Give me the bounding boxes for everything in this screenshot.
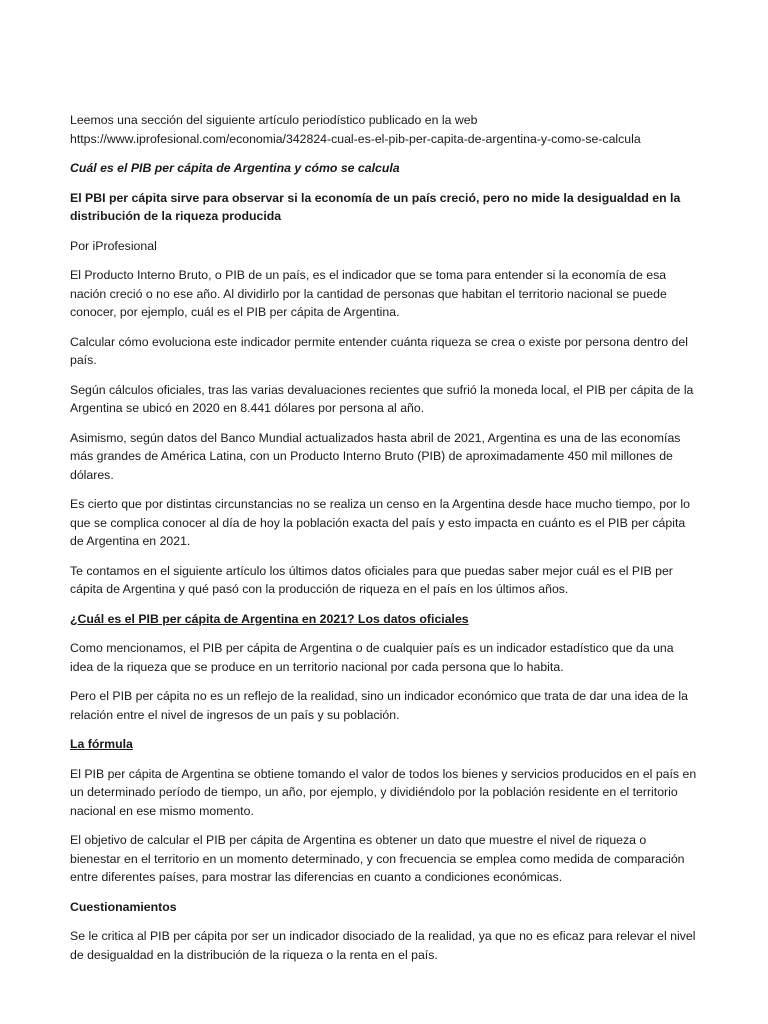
paragraph: Te contamos en el siguiente artículo los últimos datos oficiales para que puedas saber mejor cuál es el PIB per cápita de Argentina y qué pasó con la producción de riqueza en el país en los últimos años. bbox=[70, 563, 673, 596]
section-heading: La fórmula bbox=[70, 737, 133, 751]
paragraph: Asimismo, según datos del Banco Mundial actualizados hasta abril de 2021, Argentina es una de las economías más grandes de América Latina, con un Producto Interno Bruto (PIB) de aproximadamente 450 mil millones de dólares. bbox=[70, 430, 681, 482]
article-title: Cuál es el PIB per cápita de Argentina y cómo se calcula bbox=[70, 161, 400, 175]
paragraph: El objetivo de calcular el PIB per cápita de Argentina es obtener un dato que muestre el nivel de riqueza o bienestar en el territorio en un momento determinado, y con frecuencia se emplea como medida de comparación entre diferentes países, para mostrar las diferencias en cuanto a condiciones económicas. bbox=[70, 833, 685, 884]
paragraph: El PIB per cápita de Argentina se obtiene tomando el valor de todos los bienes y servicios producidos en el país en un determinado período de tiempo, un año, por ejemplo, y dividiéndolo por la población residente en el territorio nacional en ese mismo momento. bbox=[70, 766, 697, 818]
paragraph: El Producto Interno Bruto, o PIB de un país, es el indicador que se toma para entender si la economía de esa nación creció o no ese año. Al dividirlo por la cantidad de personas que habitan el territorio nacional se puede conocer, por ejemplo, cuál es el PIB per cápita de Argentina. bbox=[70, 268, 667, 319]
intro-text: Leemos una sección del siguiente artículo periodístico publicado en la web bbox=[70, 113, 478, 127]
article-subtitle: El PBI per cápita sirve para observar si la economía de un país creció, pero no mide la desigualdad en la distribución de la riqueza producida bbox=[70, 190, 681, 223]
paragraph: Pero el PIB per cápita no es un reflejo de la realidad, sino un indicador económico que trata de dar una idea de la relación entre el nivel de ingresos de un país y su población. bbox=[70, 689, 688, 722]
section-heading: ¿Cuál es el PIB per cápita de Argentina en 2021? Los datos oficiales bbox=[70, 611, 469, 626]
article-byline: Por iProfesional bbox=[70, 238, 157, 253]
section-heading: Cuestionamientos bbox=[70, 899, 177, 914]
source-url: https://www.iprofesional.com/economia/342824-cual-es-el-pib-per-capita-de-argentina-y-como-se-calcula bbox=[70, 131, 641, 146]
paragraph: Como mencionamos, el PIB per cápita de Argentina o de cualquier país es un indicador estadístico que da una idea de la riqueza que se produce en un territorio nacional por cada persona que lo habita. bbox=[70, 641, 674, 674]
paragraph: Según cálculos oficiales, tras las varias devaluaciones recientes que sufrió la moneda local, el PIB per cápita de la Argentina se ubicó en 2020 en 8.441 dólares por persona al año. bbox=[70, 382, 694, 415]
document-page bbox=[70, 111, 698, 975]
paragraph: Se le critica al PIB per cápita por ser un indicador disociado de la realidad, ya que no es eficaz para relevar el nivel de desigualdad en la distribución de la riqueza o la renta en el país. bbox=[70, 929, 696, 962]
paragraph: Calcular cómo evoluciona este indicador permite entender cuánta riqueza se crea o existe por persona dentro del país. bbox=[70, 334, 688, 367]
intro-block bbox=[70, 111, 698, 148]
paragraph: Es cierto que por distintas circunstancias no se realiza un censo en la Argentina desde hace mucho tiempo, por lo que se complica conocer al día de hoy la población exacta del país y esto impacta en cuánto es el PIB per cápita de Argentina en 2021. bbox=[70, 497, 690, 548]
